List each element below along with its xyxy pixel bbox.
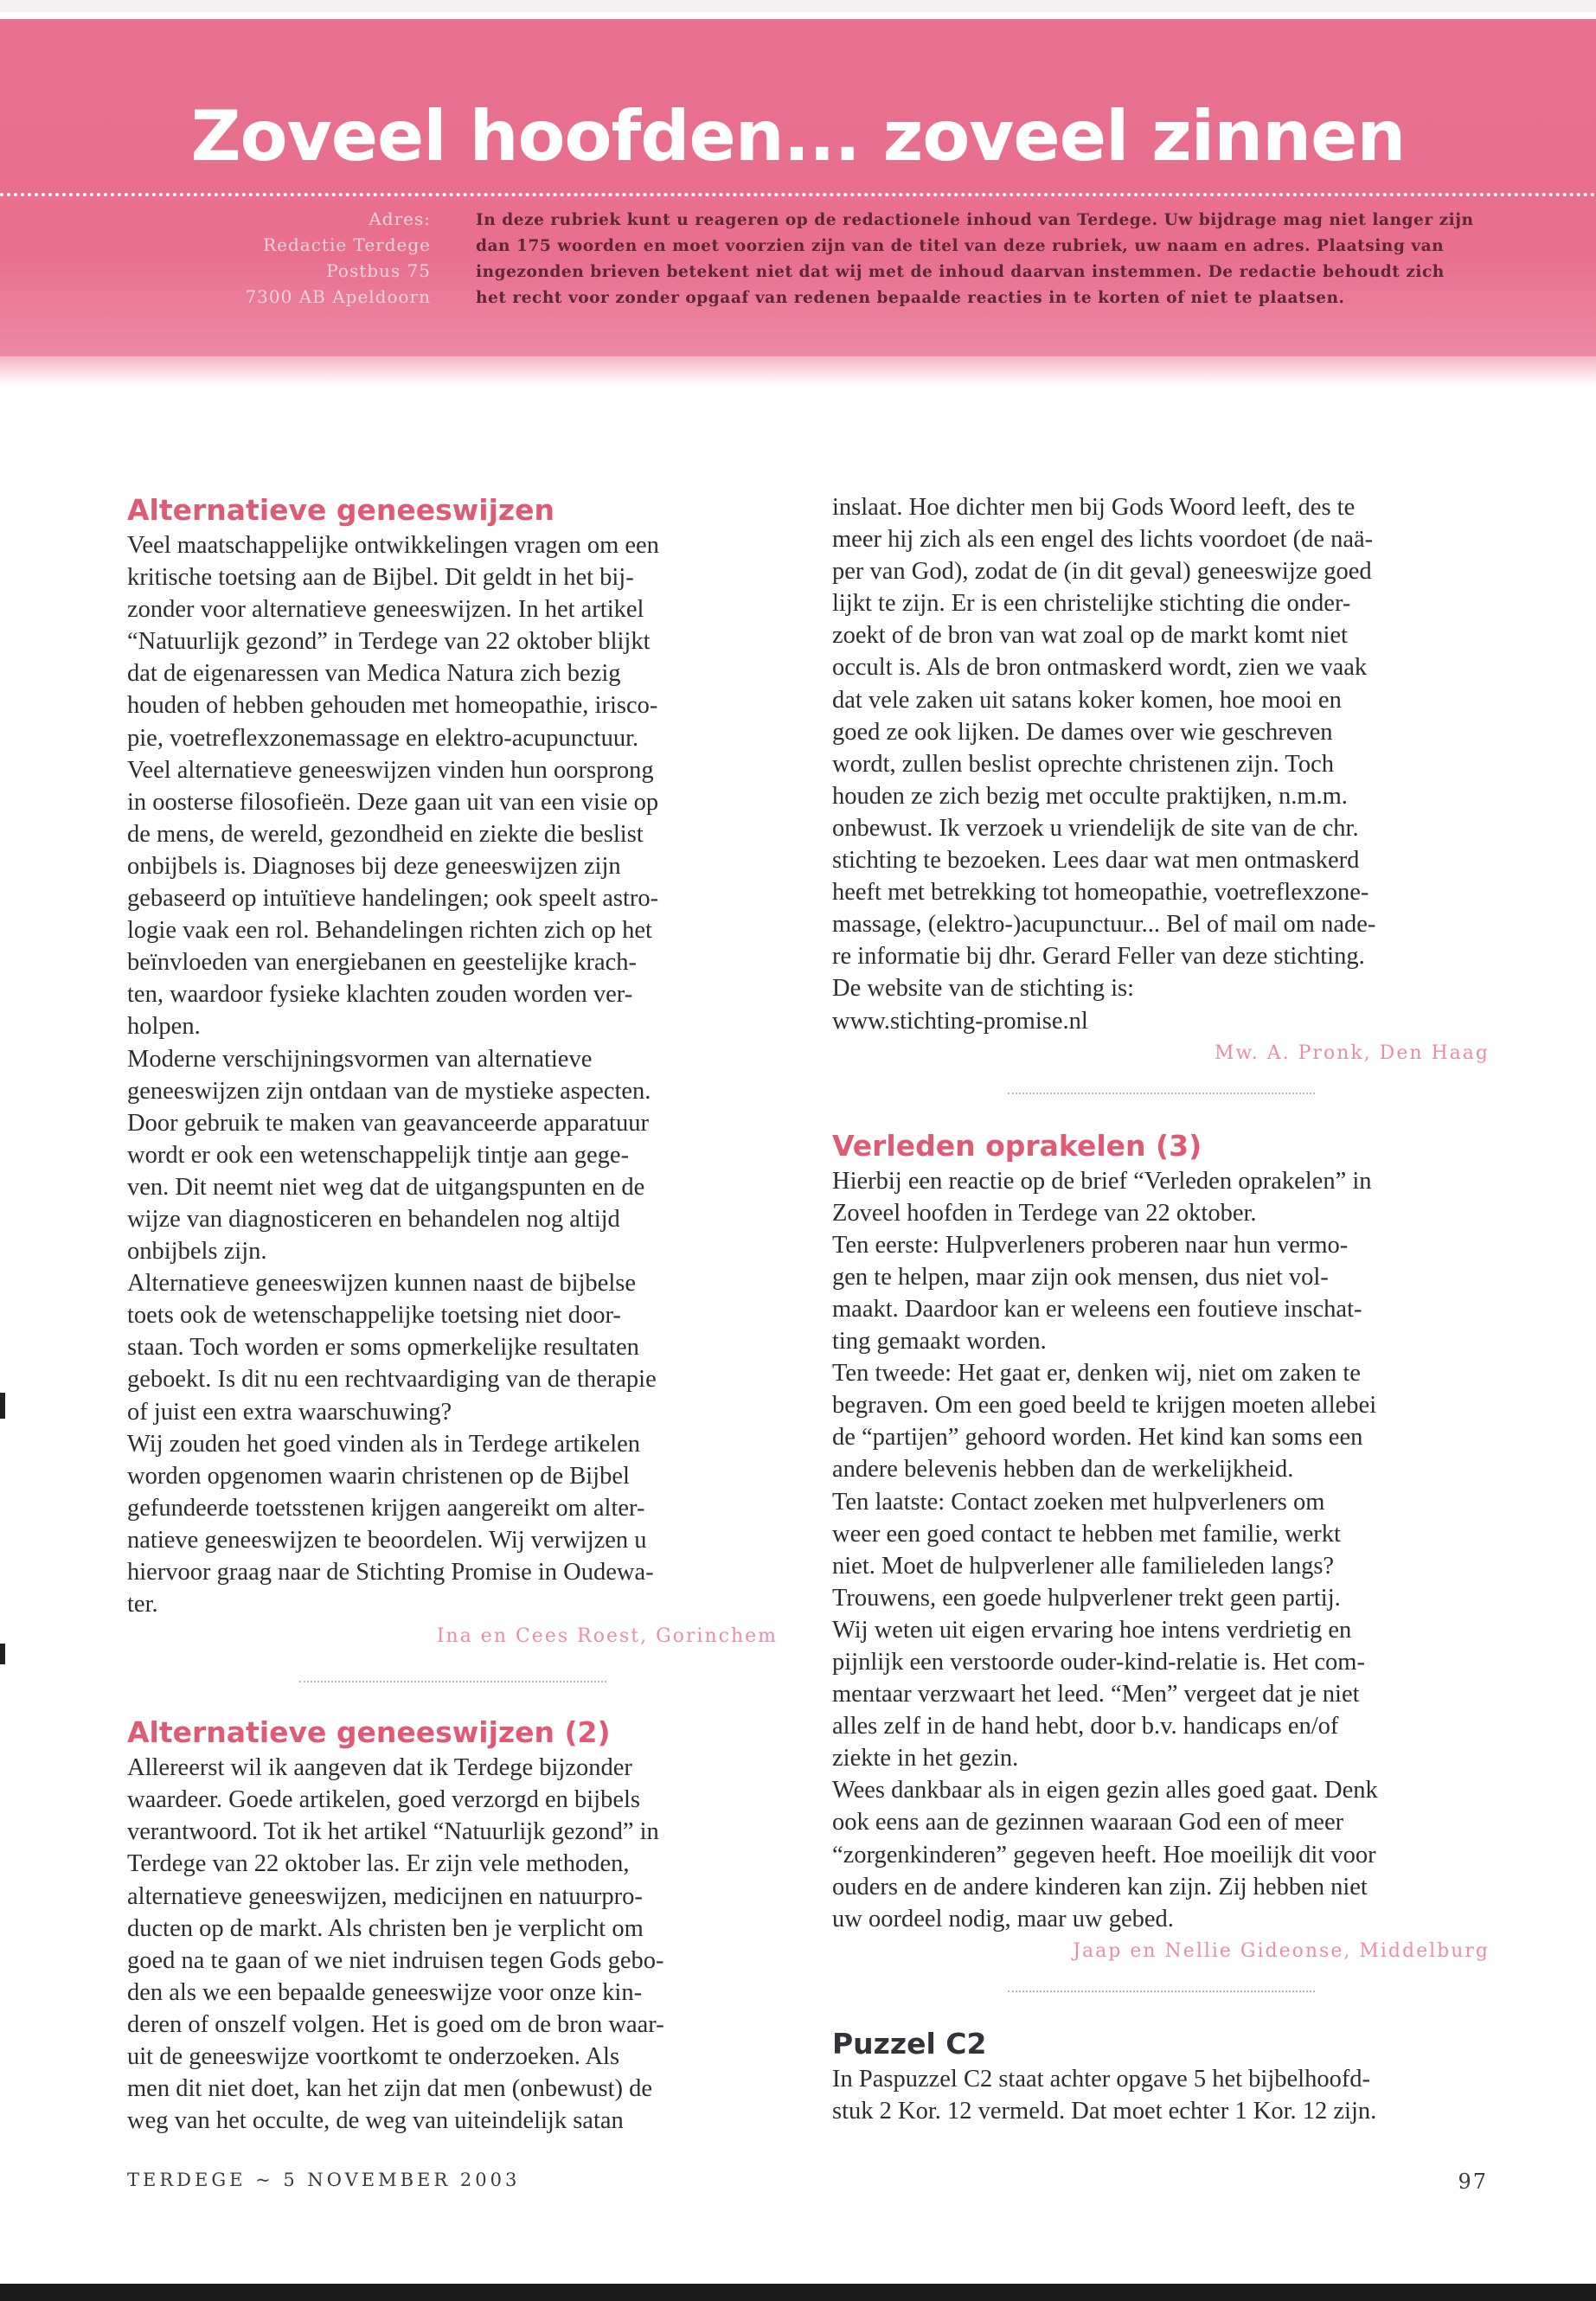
footer-publication: TERDEGE ~ 5 NOVEMBER 2003 xyxy=(127,2170,521,2190)
text-line: de “partijen” gehoord worden. Het kind kan soms een xyxy=(832,1424,1363,1452)
text-line: holpen. xyxy=(127,1013,201,1041)
article-separator xyxy=(1008,1093,1315,1127)
text-line: gebaseerd op intuïtieve handelingen; ook speelt astro- xyxy=(127,885,659,913)
text-line: maakt. Daardoor kan er weleens een foutieve inschat- xyxy=(832,1295,1362,1323)
text-line: Veel alternatieve geneeswijzen vinden hun oorsprong xyxy=(127,756,654,784)
scan-edge-bottom xyxy=(0,2284,1596,2301)
article-body-continued xyxy=(832,491,1490,1037)
page-title: Zoveel hoofden... zoveel zinnen xyxy=(190,96,1406,176)
text-line: ter. xyxy=(127,1591,158,1618)
header-dotted-divider xyxy=(0,193,1596,196)
text-line: worden opgenomen waarin christenen op de Bijbel xyxy=(127,1462,630,1490)
article-verleden-oprakelen-3 xyxy=(832,1127,1490,1968)
scan-edge-mark xyxy=(0,1644,5,1664)
text-line: geneeswijzen zijn ontdaan van de mystieke aspecten. xyxy=(127,1077,651,1105)
article-signature: Jaap en Nellie Gideonse, Middelburg xyxy=(1073,1939,1490,1962)
text-line: toets ook de wetenschappelijke toetsing niet door- xyxy=(127,1302,621,1330)
text-line: Ten laatste: Contact zoeken met hulpverleners om xyxy=(832,1488,1325,1516)
text-line: of juist een extra waarschuwing? xyxy=(127,1398,452,1426)
article-title: Verleden oprakelen (3) xyxy=(832,1128,1202,1163)
text-line: verantwoord. Tot ik het artikel “Natuurlijk gezond” in xyxy=(127,1818,659,1846)
address-line: Postbus 75 xyxy=(326,260,431,281)
text-line: “Natuurlijk gezond” in Terdege van 22 oktober blijkt xyxy=(127,628,651,656)
address-line: Redactie Terdege xyxy=(263,234,431,255)
text-line: Trouwens, een goede hulpverlener trekt geen partij. xyxy=(832,1584,1341,1612)
text-line: Door gebruik te maken van geavanceerde apparatuur xyxy=(127,1109,649,1137)
text-line: houden of hebben gehouden met homeopathie, irisco- xyxy=(127,692,658,720)
text-line: wordt er ook een wetenschappelijk tintje aan gege- xyxy=(127,1141,630,1169)
editorial-address xyxy=(208,206,431,310)
text-line: stuk 2 Kor. 12 vermeld. Dat moet echter 1 Kor. 12 zijn. xyxy=(832,2097,1377,2125)
text-line: inslaat. Hoe dichter men bij Gods Woord leeft, des te xyxy=(832,494,1356,521)
text-line: stichting te bezoeken. Lees daar wat men ontmaskerd xyxy=(832,847,1360,875)
article-separator xyxy=(1008,1990,1315,2025)
right-column xyxy=(832,491,1490,2127)
text-line: weer een goed contact te hebben met familie, werkt xyxy=(832,1520,1341,1548)
text-line: wordt, zullen beslist oprechte christenen zijn. Toch xyxy=(832,750,1334,778)
text-line: beïnvloeden van energiebanen en geestelijke krach- xyxy=(127,949,637,977)
text-line: Ten eerste: Hulpverleners proberen naar hun vermo- xyxy=(832,1231,1349,1259)
text-line: geboekt. Is dit nu een rechtvaardiging van de therapie xyxy=(127,1366,657,1394)
text-line: www.stichting-promise.nl xyxy=(832,1007,1088,1035)
section-intro: In deze rubriek kunt u reageren op de redactionele inhoud van Terdege. Uw bijdrage mag niet langer zijn dan 175 woorden en moet voorzien zijn van de titel van deze rubriek, uw naam en adres. Plaatsing van ingezonden brieven betekent niet dat wij met de inhoud daarvan instemmen. De redactie behoudt zich het recht voor zonder opgaaf van redenen bepaalde reacties in te korten of niet te plaatsen. xyxy=(476,211,1474,307)
text-line: pijnlijk een verstoorde ouder-kind-relatie is. Het com- xyxy=(832,1649,1365,1676)
text-line: zoekt of de bron van wat zoal op de markt komt niet xyxy=(832,622,1348,650)
article-title: Alternatieve geneeswijzen xyxy=(127,493,554,527)
text-line: Zoveel hoofden in Terdege van 22 oktober. xyxy=(832,1199,1257,1227)
text-line: kritische toetsing aan de Bijbel. Dit geldt in het bij- xyxy=(127,564,634,592)
text-line: dat de eigenaressen van Medica Natura zich bezig xyxy=(127,660,621,688)
article-signature: Ina en Cees Roest, Gorinchem xyxy=(436,1625,778,1648)
text-line: onbewust. Ik verzoek u vriendelijk de site van de chr. xyxy=(832,814,1359,842)
text-line: staan. Toch worden er soms opmerkelijke resultaten xyxy=(127,1334,639,1362)
text-line: per van God), zodat de (in dit geval) geneeswijze goed xyxy=(832,558,1372,586)
article-title: Puzzel C2 xyxy=(832,2026,987,2061)
text-line: hiervoor graag naar de Stichting Promise in Oudewa- xyxy=(127,1559,654,1586)
text-line: natieve geneeswijzen te beoordelen. Wij verwijzen u xyxy=(127,1526,647,1554)
address-line: 7300 AB Apeldoorn xyxy=(245,286,431,307)
text-line: ten, waardoor fysieke klachten zouden worden ver- xyxy=(127,981,633,1009)
text-line: alles zelf in de hand hebt, door b.v. handicaps en/of xyxy=(832,1713,1339,1740)
text-line: houden ze zich bezig met occulte praktijken, n.m.m. xyxy=(832,782,1348,810)
text-line: de mens, de wereld, gezondheid en ziekte die beslist xyxy=(127,820,644,848)
text-line: ouders en de andere kinderen kan zijn. Zij hebben niet xyxy=(832,1873,1368,1900)
text-line: ook eens aan de gezinnen waaraan God een of meer xyxy=(832,1809,1344,1836)
text-line: Veel maatschappelijke ontwikkelingen vragen om een xyxy=(127,532,659,559)
text-line: men dit niet doet, kan het zijn dat men (onbewust) de xyxy=(127,2075,653,2103)
text-line: waardeer. Goede artikelen, goed verzorgd en bijbels xyxy=(127,1786,640,1814)
text-line: ducten op de markt. Als christen ben je verplicht om xyxy=(127,1914,644,1942)
text-line: Allereerst wil ik aangeven dat ik Terdege bijzonder xyxy=(127,1754,632,1782)
text-line: Terdege van 22 oktober las. Er zijn vele methoden, xyxy=(127,1850,630,1878)
text-line: dat vele zaken uit satans koker komen, hoe mooi en xyxy=(832,686,1342,714)
text-line: re informatie bij dhr. Gerard Feller van deze stichting. xyxy=(832,943,1365,971)
text-line: logie vaak een rol. Behandelingen richten zich op het xyxy=(127,917,652,945)
text-line: uw oordeel nodig, maar uw gebed. xyxy=(832,1905,1174,1932)
text-line: ziekte in het gezin. xyxy=(832,1745,1019,1772)
scan-edge-mark xyxy=(0,1393,5,1419)
text-line: alternatieve geneeswijzen, medicijnen en natuurpro- xyxy=(127,1882,643,1910)
text-line: In Paspuzzel C2 staat achter opgave 5 het bijbelhoofd- xyxy=(832,2065,1371,2093)
text-line: gen te helpen, maar zijn ook mensen, dus niet vol- xyxy=(832,1263,1329,1291)
text-line: in oosterse filosofieën. Deze gaan uit van een visie op xyxy=(127,788,659,816)
text-line: Moderne verschijningsvormen van alternatieve xyxy=(127,1045,593,1073)
text-line: goed na te gaan of we niet indruisen tegen Gods gebo- xyxy=(127,1946,664,1974)
text-line: Wij zouden het goed vinden als in Terdege artikelen xyxy=(127,1430,641,1458)
text-line: onbijbels is. Diagnoses bij deze geneeswijzen zijn xyxy=(127,852,621,880)
address-line: Adres: xyxy=(369,208,431,229)
text-line: heeft met betrekking tot homeopathie, voetreflexzone- xyxy=(832,879,1369,907)
text-line: De website van de stichting is: xyxy=(832,975,1135,1003)
article-alternatieve-geneeswijzen xyxy=(127,491,778,1653)
text-line: Alternatieve geneeswijzen kunnen naast de bijbelse xyxy=(127,1270,636,1298)
page-number: 97 xyxy=(1458,2170,1488,2194)
text-line: ting gemaakt worden. xyxy=(832,1328,1047,1356)
article-alternatieve-geneeswijzen-2-continued xyxy=(832,491,1490,1070)
text-line: goed ze ook lijken. De dames over wie geschreven xyxy=(832,718,1333,746)
article-puzzel-c2 xyxy=(832,2025,1490,2127)
text-line: andere belevenis hebben dan de werkelijkheid. xyxy=(832,1456,1294,1484)
text-line: onbijbels zijn. xyxy=(127,1238,267,1266)
text-line: gefundeerde toetsstenen krijgen aangereikt om alter- xyxy=(127,1494,645,1522)
text-line: occult is. Als de bron ontmaskerd wordt, zien we vaak xyxy=(832,654,1368,682)
left-column xyxy=(127,491,778,2137)
text-line: niet. Moet de hulpverlener alle familieleden langs? xyxy=(832,1552,1335,1580)
text-line: uit de geneeswijze voortkomt te onderzoeken. Als xyxy=(127,2043,620,2071)
article-body xyxy=(832,2063,1490,2127)
text-line: den als we een bepaalde geneeswijze voor onze kin- xyxy=(127,1978,643,2006)
text-line: lijkt te zijn. Er is een christelijke stichting die onder- xyxy=(832,590,1351,618)
text-line: wijze van diagnosticeren en behandelen nog altijd xyxy=(127,1205,620,1233)
text-line: Wees dankbaar als in eigen gezin alles goed gaat. Denk xyxy=(832,1777,1378,1804)
text-line: “zorgenkinderen” gegeven heeft. Hoe moeilijk dit voor xyxy=(832,1841,1376,1868)
article-body xyxy=(127,1752,778,2137)
text-line: pie, voetreflexzonemassage en elektro-acupunctuur. xyxy=(127,724,639,752)
text-line: Hierbij een reactie op de brief “Verleden oprakelen” in xyxy=(832,1167,1372,1195)
text-line: Wij weten uit eigen ervaring hoe intens verdrietig en xyxy=(832,1616,1352,1644)
text-line: massage, (elektro-)acupunctuur... Bel of mail om nade- xyxy=(832,911,1376,939)
text-line: weg van het occulte, de weg van uiteindelijk satan xyxy=(127,2107,624,2135)
text-line: meer hij zich als een engel des lichts voordoet (de naä- xyxy=(832,526,1374,554)
scan-edge-top xyxy=(0,0,1596,12)
text-line: begraven. Om een goed beeld te krijgen moeten allebei xyxy=(832,1392,1377,1420)
text-line: ven. Dit neemt niet weg dat de uitgangspunten en de xyxy=(127,1173,645,1201)
article-signature: Mw. A. Pronk, Den Haag xyxy=(1215,1042,1490,1064)
article-title: Alternatieve geneeswijzen (2) xyxy=(127,1715,611,1750)
article-body xyxy=(832,1165,1490,1935)
article-alternatieve-geneeswijzen-2 xyxy=(127,1714,778,2137)
article-body xyxy=(127,529,778,1620)
article-separator xyxy=(299,1681,606,1714)
text-line: zonder voor alternatieve geneeswijzen. In het artikel xyxy=(127,596,644,624)
header-banner-fade xyxy=(0,350,1596,385)
text-line: deren of onszelf volgen. Het is goed om de bron waar- xyxy=(127,2010,664,2038)
text-line: mentaar verzwaart het leed. “Men” vergeet dat je niet xyxy=(832,1681,1360,1708)
text-line: Ten tweede: Het gaat er, denken wij, niet om zaken te xyxy=(832,1360,1361,1388)
